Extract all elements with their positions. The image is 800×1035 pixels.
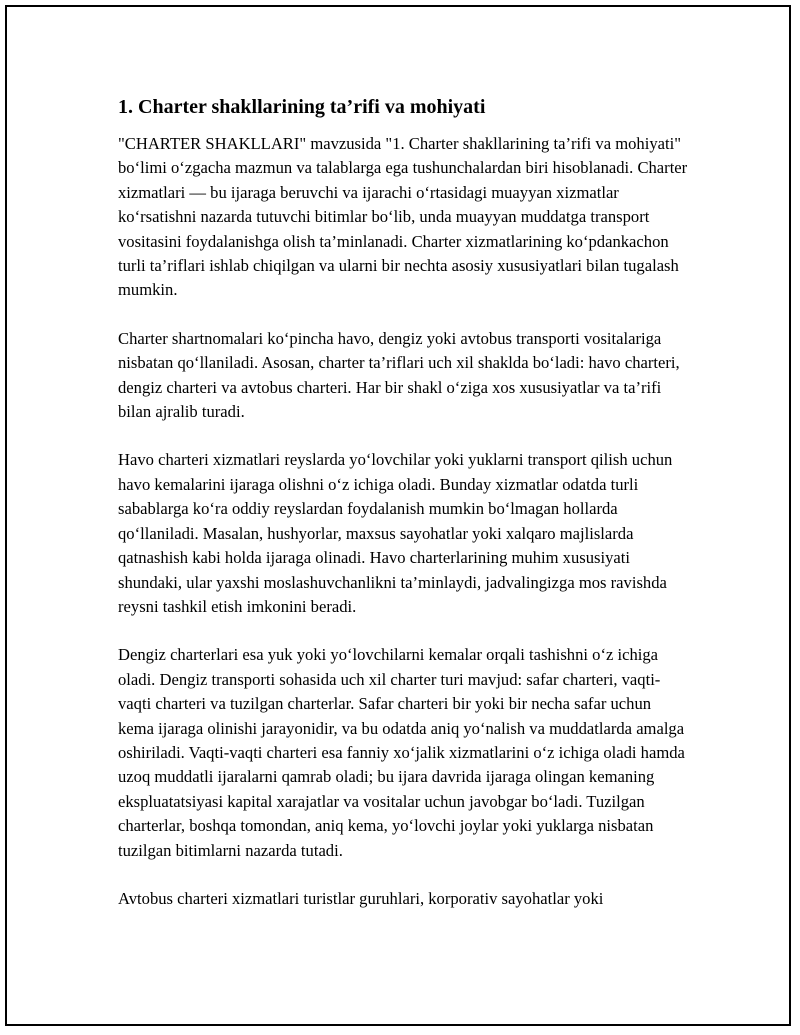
paragraph-intro: "CHARTER SHAKLLARI" mavzusida "1. Charter shakllarining ta’rifi va mohiyati" bo‘limi o‘zgacha mazmun va talablarga ega tushunchalardan biri hisoblanadi. Charter xizmatlari — bu ijaraga beruvchi va ijarachi o‘rtasidagi muayyan xizmatlar ko‘rsatishni nazarda tutuvchi bitimlar bo‘lib, unda muayyan muddatga transport vositasini foydalanishga olish ta’minlanadi. Charter xizmatlarining ko‘pdankachon turli ta’riflari ishlab chiqilgan va ularni bir nechta asosiy xususiyatlari bilan tugalash mumkin. [118,134,688,300]
document-body [118,92,688,935]
section-heading: 1. Charter shakllarining ta’rifi va mohiyati [118,96,486,118]
paragraph-bus-charter: Avtobus charteri xizmatlari turistlar guruhlari, korporativ sayohatlar yoki [118,888,604,908]
paragraph-charter-types: Charter shartnomalari ko‘pincha havo, dengiz yoki avtobus transporti vositalariga nisbatan qo‘llaniladi. Asosan, charter ta’riflari uch xil shaklda bo‘ladi: havo charteri, dengiz charteri va avtobus charteri. Har bir shakl o‘ziga xos xususiyatlar va ta’rifi bilan ajralib turadi. [118,328,680,422]
paragraph-sea-charter: Dengiz charterlari esa yuk yoki yo‘lovchilarni kemalar orqali tashishni o‘z ichiga oladi. Dengiz transporti sohasida uch xil charter turi mavjud: safar charteri, vaqti-vaqti charteri va tuzilgan charterlar. Safar charteri bir yoki bir necha safar uchun kema ijaraga olinishi jarayonidir, va bu odatda aniq yo‘nalish va muddatlarda amalga oshiriladi. Vaqti-vaqti charteri esa fanniy xo‘jalik xizmatlarini o‘z ichiga oladi hamda uzoq muddatli ijaralarni qamrab oladi; bu ijara davrida ijaraga olingan kemaning ekspluatatsiyasi kapital xarajatlar va vositalar uchun javobgar bo‘ladi. Tuzilgan charterlar, boshqa tomondan, aniq kema, yo‘lovchi joylar yoki yuklarga nisbatan tuzilgan bitimlarni nazarda tutadi. [118,645,685,860]
paragraph-air-charter: Havo charteri xizmatlari reyslarda yo‘lovchilar yoki yuklarni transport qilish uchun havo kemalarini ijaraga olishni o‘z ichiga oladi. Bunday xizmatlar odatda turli sabablarga ko‘ra oddiy reyslardan foydalanish mumkin bo‘lmagan hollarda qo‘llaniladi. Masalan, hushyorlar, maxsus sayohatlar yoki xalqaro majlislarda qatnashish kabi holda ijaraga olinadi. Havo charterlarining muhim xususiyati shundaki, ular yaxshi moslashuvchanlikni ta’minlaydi, jadvalingizga mos ravishda reysni tashkil etish imkonini beradi. [118,450,673,616]
